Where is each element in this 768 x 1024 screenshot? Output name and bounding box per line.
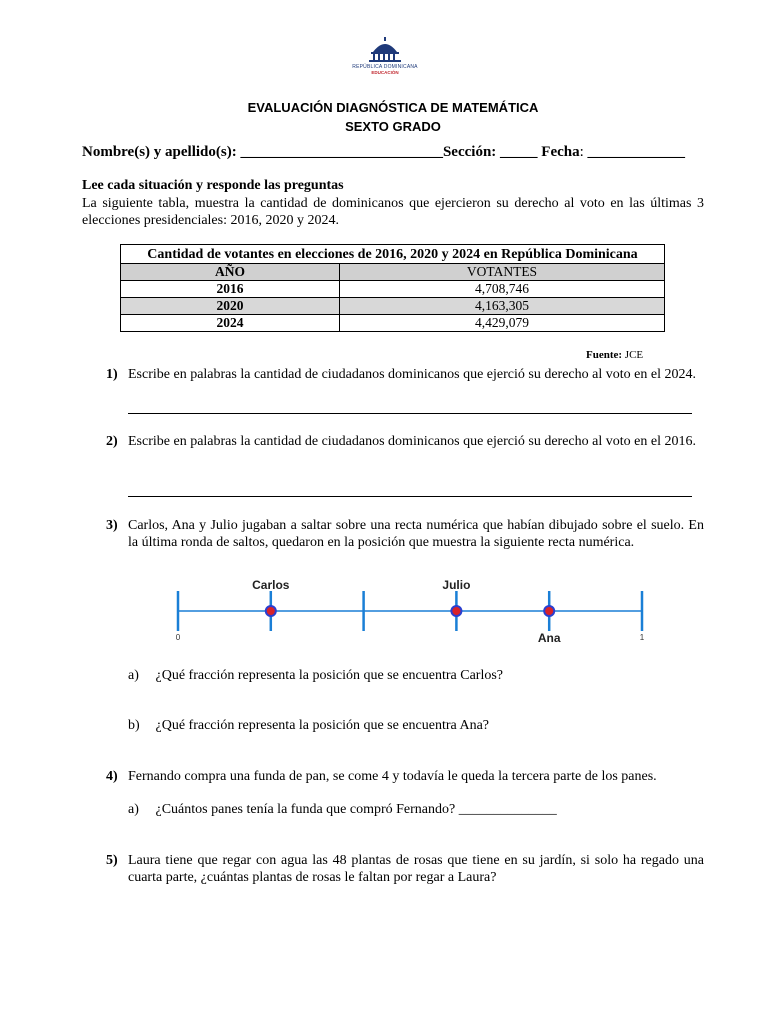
point-label-carlos: Carlos <box>252 578 290 592</box>
section-label: Sección: <box>442 144 497 160</box>
sub-text: ¿Qué fracción representa la posición que se encuentra Ana? <box>155 718 490 733</box>
section-blank[interactable]: _____ <box>500 144 538 160</box>
sub-label: a) <box>128 802 139 817</box>
year-cell: 2016 <box>121 281 340 298</box>
point-label-ana: Ana <box>537 631 561 645</box>
logo-ministry: EDUCACIÓN <box>371 70 399 75</box>
question-number: 3) <box>106 518 118 533</box>
question-number: 1) <box>106 367 118 382</box>
question-number: 2) <box>106 434 118 449</box>
sub-label: b) <box>128 718 140 733</box>
source-label: Fuente: <box>586 349 623 361</box>
point-marker-ana <box>544 606 554 616</box>
year-cell: 2024 <box>121 315 340 332</box>
voters-table <box>120 244 665 332</box>
question-text: Laura tiene que regar con agua las 48 plantas de rosas que tiene en su jardín, si solo ha regado una cuarta parte, ¿cuántas plantas de rosas le faltan por regar a Laura? <box>128 853 704 885</box>
grade-subtitle: SEXTO GRADO <box>345 119 441 134</box>
year-cell: 2020 <box>121 298 340 315</box>
point-marker-carlos <box>266 606 276 616</box>
ministry-logo <box>340 34 430 82</box>
name-label: Nombre(s) y apellido(s): <box>82 144 237 160</box>
question-3b <box>128 718 489 734</box>
table-row <box>121 315 665 332</box>
date-blank[interactable]: _____________ <box>587 144 686 160</box>
table-row <box>121 298 665 315</box>
sub-text: ¿Qué fracción representa la posición que se encuentra Carlos? <box>155 668 504 683</box>
table-source <box>586 349 643 361</box>
end-label: 1 <box>639 633 645 642</box>
instructions-heading: Lee cada situación y responde las preguntas <box>82 178 344 193</box>
column-header-year: AÑO <box>121 264 340 281</box>
start-label: 0 <box>175 633 181 642</box>
student-info-row <box>82 144 685 161</box>
sub-text: ¿Cuántos panes tenía la funda que compró Fernando? ______________ <box>155 802 557 817</box>
question-3a <box>128 668 503 684</box>
number-line <box>160 574 660 646</box>
table-caption: Cantidad de votantes en elecciones de 2016, 2020 y 2024 en República Dominicana <box>121 245 665 264</box>
answer-line-2[interactable] <box>128 496 692 497</box>
point-marker-julio <box>451 606 461 616</box>
name-blank[interactable]: ___________________________ <box>240 144 443 160</box>
table-row <box>121 281 665 298</box>
answer-line-1[interactable] <box>128 413 692 414</box>
question-number: 5) <box>106 853 118 868</box>
capitol-icon <box>365 34 405 64</box>
source-value: JCE <box>624 349 644 361</box>
intro-paragraph: La siguiente tabla, muestra la cantidad de dominicanos que ejercieron su derecho al voto en las últimas 3 elecciones presidenciales: 2016, 2020 y 2024. <box>82 196 704 228</box>
question-4a <box>128 802 557 818</box>
voters-cell: 4,708,746 <box>340 281 665 298</box>
question-text: Escribe en palabras la cantidad de ciudadanos dominicanos que ejerció su derecho al voto en el 2016. <box>128 434 696 449</box>
sub-label: a) <box>128 668 139 683</box>
voters-cell: 4,429,079 <box>340 315 665 332</box>
question-number: 4) <box>106 769 118 784</box>
voters-cell: 4,163,305 <box>340 298 665 315</box>
logo-country: REPÚBLICA DOMINICANA <box>352 64 418 70</box>
point-label-julio: Julio <box>442 578 471 592</box>
column-header-voters: VOTANTES <box>340 264 665 281</box>
page-title: EVALUACIÓN DIAGNÓSTICA DE MATEMÁTICA <box>247 100 539 115</box>
question-text: Escribe en palabras la cantidad de ciudadanos dominicanos que ejerció su derecho al voto en el 2024. <box>128 367 696 382</box>
question-text: Carlos, Ana y Julio jugaban a saltar sobre una recta numérica que habían dibujado sobre el suelo. En la última ronda de saltos, quedaron en la posición que muestra la siguiente recta numérica. <box>128 518 704 550</box>
question-text: Fernando compra una funda de pan, se come 4 y todavía le queda la tercera parte de los panes. <box>128 769 657 784</box>
date-label: Fecha <box>541 144 580 160</box>
date-separator: : <box>579 144 584 160</box>
